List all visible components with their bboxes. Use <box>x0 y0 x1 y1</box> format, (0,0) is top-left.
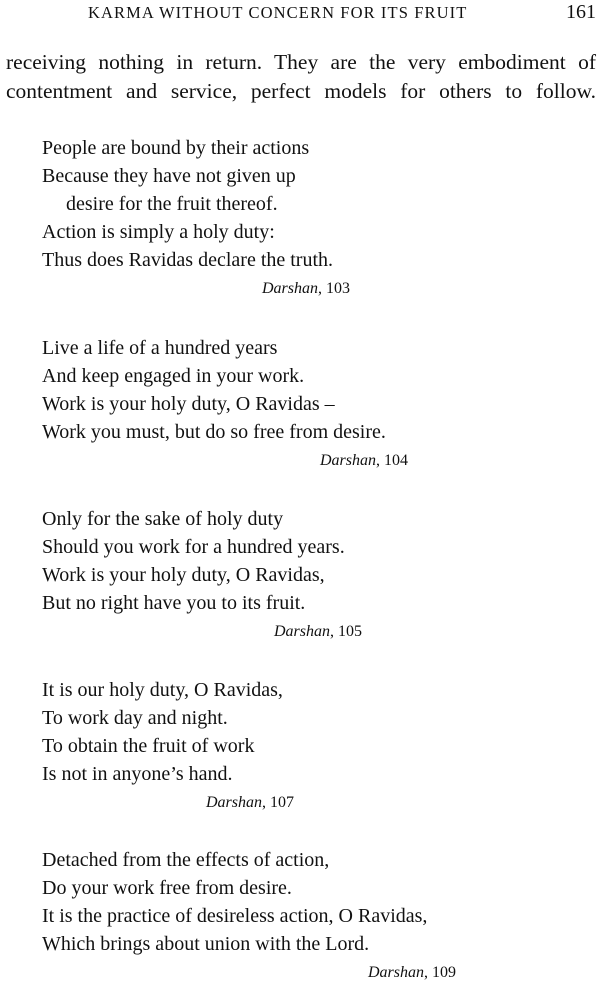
verse-line: Only for the sake of holy duty <box>42 508 284 530</box>
running-title: KARMA WITHOUT CONCERN FOR ITS FRUIT <box>88 3 468 22</box>
verse-line: Thus does Ravidas declare the truth. <box>42 249 334 271</box>
citation-number: , 109 <box>424 964 457 981</box>
citation-number: , 107 <box>262 794 295 811</box>
verse-line: Which brings about union with the Lord. <box>42 933 370 955</box>
verse-line: Work you must, but do so free from desire. <box>42 421 386 443</box>
intro-line: contentment and service, perfect models for others to follow. <box>6 79 596 103</box>
verse-line: Detached from the effects of action, <box>42 849 330 871</box>
verse-line: To obtain the fruit of work <box>42 735 255 757</box>
verse-citation <box>42 621 592 643</box>
verse-line: Because they have not given up <box>42 165 296 187</box>
verse-line: To work day and night. <box>42 707 228 729</box>
citation-number: , 103 <box>318 280 351 297</box>
verse-line: People are bound by their actions <box>42 137 310 159</box>
citation-number: , 105 <box>330 623 363 640</box>
citation-source: Darshan <box>368 964 425 981</box>
citation-source: Darshan <box>262 280 319 297</box>
verse-line: Should you work for a hundred years. <box>42 536 345 558</box>
verse-line: Is not in anyone’s hand. <box>42 763 233 785</box>
verse-line: Do your work free from desire. <box>42 877 292 899</box>
verse-stanza <box>42 134 592 300</box>
citation-source: Darshan <box>206 794 263 811</box>
verse-stanza <box>42 334 592 472</box>
running-head <box>0 0 600 26</box>
intro-paragraph <box>6 48 596 106</box>
citation-number: , 104 <box>376 452 409 469</box>
verse-citation <box>42 450 592 472</box>
verse-citation <box>42 962 592 984</box>
verse-line: And keep engaged in your work. <box>42 365 305 387</box>
verse-line: It is the practice of desireless action, O Ravidas, <box>42 905 428 927</box>
verse-line: Work is your holy duty, O Ravidas, <box>42 564 325 586</box>
intro-line: receiving nothing in return. They are the very embodiment of <box>6 50 596 74</box>
page-number: 161 <box>566 1 596 23</box>
citation-source: Darshan <box>320 452 377 469</box>
verse-citation <box>42 792 592 814</box>
verse-citation <box>42 278 592 300</box>
verse-line: desire for the fruit thereof. <box>66 193 278 215</box>
verse-line: Live a life of a hundred years <box>42 337 278 359</box>
verse-stanza <box>42 505 592 643</box>
verse-stanza <box>42 676 592 814</box>
verse-line: Action is simply a holy duty: <box>42 221 275 243</box>
verse-line: It is our holy duty, O Ravidas, <box>42 679 283 701</box>
verse-line: Work is your holy duty, O Ravidas – <box>42 393 335 415</box>
citation-source: Darshan <box>274 623 331 640</box>
verse-line: But no right have you to its fruit. <box>42 592 306 614</box>
verse-stanza <box>42 846 592 984</box>
